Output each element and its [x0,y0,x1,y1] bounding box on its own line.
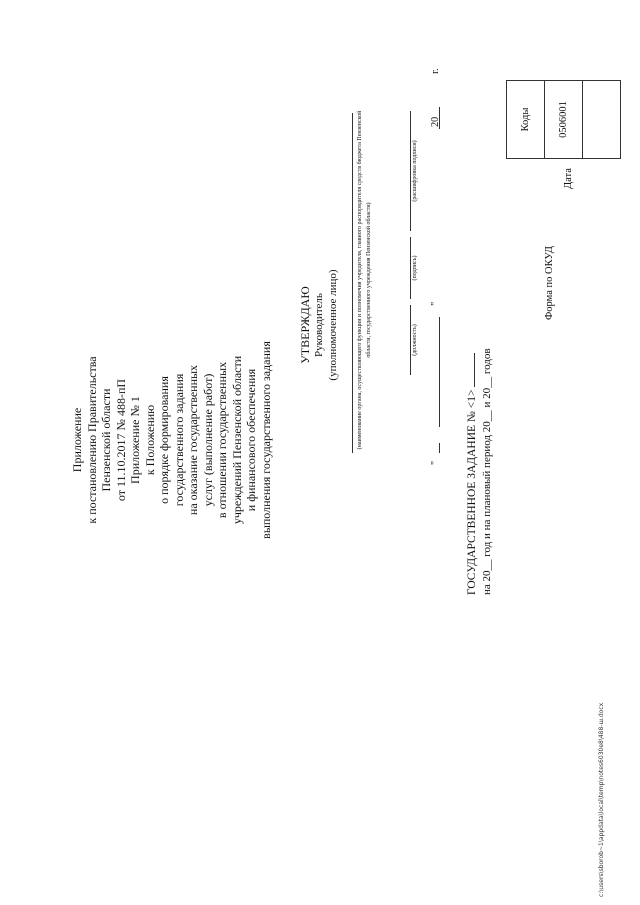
approve-role-note: (уполномоченное лицо) [327,269,339,381]
appendix-line: Приложение [70,407,84,473]
appendix-line: услуг (выполнение работ) [200,373,215,507]
okud-code-cell: 0506001 [545,81,583,159]
date-year-suffix: г. [430,68,441,74]
appendix-line: к Положению [142,404,157,476]
codes-table [506,80,621,159]
signature-decoding-field[interactable] [410,111,411,231]
appendix-line: Приложение № 1 [128,396,142,484]
organ-name-caption: (наименование органа, осуществляющего функции и полномочия учредителя, главного распорядителя средств бюджета Пензенской области, государственного учреждения Пензенской области) [357,110,372,450]
title-number-field[interactable] [465,353,475,387]
date-label: Дата [563,168,574,189]
position-caption: (должность) [412,324,418,356]
date-year-field[interactable] [439,107,440,129]
appendix-line: и финансового обеспечения [244,368,258,512]
appendix-line: на оказание государственных [186,364,200,516]
appendix-line: выполнения государственного задания [258,341,273,539]
appendix-line: Пензенской области [99,388,113,492]
appendix-line: учреждений Пензенской области [229,355,244,525]
date-quote-close: " [430,301,441,306]
date-quote-open: " [430,460,441,465]
appendix-line: к постановлению Правительства [84,356,99,524]
signature-field[interactable] [410,237,411,299]
file-path-footer: c:\users\sborob~1\appdata\local\temp\notes6030e8\488-ш.docx [598,702,605,897]
approve-block [298,245,340,405]
approve-role: Руководитель [313,293,325,357]
position-field[interactable] [410,305,411,375]
codes-header: Коды [507,81,545,159]
date-code-cell[interactable] [583,81,621,159]
decoding-caption: (расшифровка подписи) [412,140,418,202]
appendix-block [70,290,273,590]
appendix-line: в отношении государственных [215,361,229,519]
appendix-line: о порядке формирования [157,376,171,504]
date-day-field[interactable] [439,443,440,453]
appendix-line: государственного задания [171,373,186,507]
document-title [465,353,478,595]
title-text: ГОСУДАРСТВЕННОЕ ЗАДАНИЕ № <1> [466,389,478,595]
signature-caption: (подпись) [412,255,418,281]
document-subtitle: на 20__ год и на плановый период 20__ и 20__ годов [481,348,493,595]
organ-name-line[interactable] [352,113,353,453]
okud-label: Форма по ОКУД [544,246,555,320]
date-year-prefix: 20 [430,116,441,127]
approve-heading: УТВЕРЖДАЮ [298,286,312,364]
appendix-line: от 11.10.2017 № 488-пП [113,378,128,502]
date-month-field[interactable] [439,317,440,427]
